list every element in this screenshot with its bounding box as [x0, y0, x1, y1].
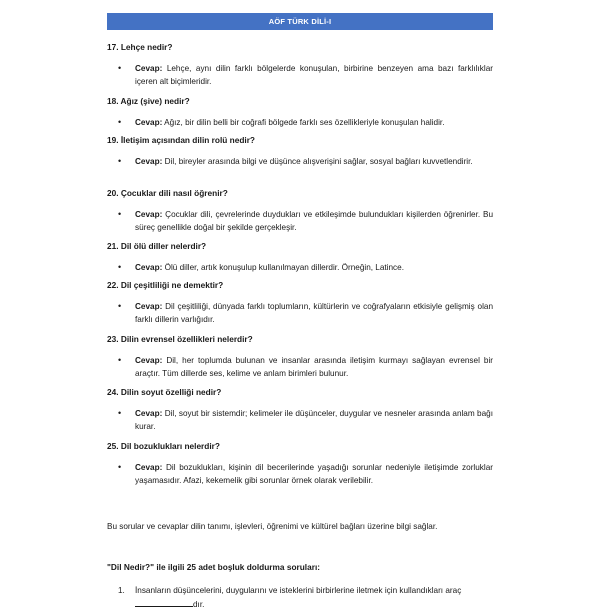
answer-item	[107, 62, 493, 88]
question-heading: 19. İletişim açısından dilin rolü nedir?	[107, 135, 255, 145]
answer-label: Cevap:	[135, 64, 163, 73]
qa-block	[107, 441, 493, 487]
bullet-icon: •	[118, 408, 122, 418]
answer-label: Cevap:	[135, 409, 163, 418]
summary-text: Bu sorular ve cevaplar dilin tanımı, işlevleri, öğrenimi ve kültürel bağları üzerine bilgi sağlar.	[107, 522, 438, 531]
answer-label: Cevap:	[135, 118, 163, 127]
qa-block	[107, 387, 493, 433]
question-heading: 22. Dil çeşitliliği ne demektir?	[107, 280, 224, 290]
question-heading: 23. Dilin evrensel özellikleri nelerdir?	[107, 334, 253, 344]
bullet-icon: •	[118, 63, 122, 73]
answer-label: Cevap:	[135, 356, 163, 365]
answer-item	[107, 261, 493, 274]
answer-label: Cevap:	[135, 210, 163, 219]
answer-item	[107, 354, 493, 380]
answer-label: Cevap:	[135, 463, 163, 472]
answer-text: Dil çeşitliliği, dünyada farklı toplumların, kültürlerin ve coğrafyaların etkisiyle gelişmiş olan farklı dillerin varlığıdır.	[135, 302, 493, 324]
answer-item	[107, 461, 493, 487]
question-heading: 21. Dil ölü diller nelerdir?	[107, 241, 207, 251]
item-text-before: İnsanların düşüncelerini, duygularını ve isteklerini birbirlerine iletmek için kullandıkları araç	[135, 586, 462, 595]
item-text-after: dır.	[193, 600, 205, 609]
qa-block	[107, 96, 493, 129]
answer-item	[107, 300, 493, 326]
qa-block	[107, 135, 493, 168]
answer-label: Cevap:	[135, 263, 163, 272]
answer-label: Cevap:	[135, 302, 163, 311]
bullet-icon: •	[118, 156, 122, 166]
answer-item	[107, 208, 493, 234]
bullet-icon: •	[118, 462, 122, 472]
answer-text: Dil, her toplumda bulunan ve insanlar arasında iletişim kurmayı sağlayan evrensel bir araçtır. Tüm dillerde ses, kelime ve anlam birimleri bulunur.	[135, 356, 494, 378]
answer-text: Dil, soyut bir sistemdir; kelimeler ile düşünceler, duygular ve nesneler arasında anlam bağı kurar.	[135, 409, 493, 431]
fill-blank-title: "Dil Nedir?" ile ilgili 25 adet boşluk doldurma soruları:	[107, 562, 321, 572]
bullet-icon: •	[118, 301, 122, 311]
question-heading: 25. Dil bozuklukları nelerdir?	[107, 441, 220, 451]
item-number: 1.	[118, 586, 125, 595]
fill-blank-item	[107, 584, 493, 611]
question-heading: 24. Dilin soyut özelliği nedir?	[107, 387, 222, 397]
answer-label: Cevap:	[135, 157, 163, 166]
document-header: AÖF TÜRK DİLİ-I	[107, 13, 493, 30]
answer-text: Lehçe, aynı dilin farklı bölgelerde konuşulan, birbirine benzeyen ama bazı farklılıklar içeren alt biçimleridir.	[135, 64, 493, 86]
bullet-icon: •	[118, 262, 122, 272]
answer-item	[107, 407, 493, 433]
question-heading: 18. Ağız (şive) nedir?	[107, 96, 190, 106]
question-heading: 17. Lehçe nedir?	[107, 42, 173, 52]
qa-block	[107, 241, 493, 274]
qa-block	[107, 280, 493, 326]
bullet-icon: •	[118, 355, 122, 365]
blank-line	[135, 597, 193, 607]
bullet-icon: •	[118, 209, 122, 219]
qa-block	[107, 42, 493, 88]
answer-text: Ağız, bir dilin belli bir coğrafi bölgede farklı ses özellikleriyle konuşulan halidir.	[164, 118, 445, 127]
answer-text: Dil bozuklukları, kişinin dil becerilerinde yaşadığı sorunlar nedeniyle iletişimde zorluklar yaşamasıdır. Afazi, kekemelik gibi sorunlar örnek olarak verilebilir.	[135, 463, 493, 485]
qa-block	[107, 188, 493, 234]
answer-item	[107, 155, 493, 168]
question-heading: 20. Çocuklar dili nasıl öğrenir?	[107, 188, 228, 198]
answer-text: Dil, bireyler arasında bilgi ve düşünce alışverişini sağlar, sosyal bağları kuvvetlendirir.	[164, 157, 473, 166]
answer-text: Ölü diller, artık konuşulup kullanılmayan dillerdir. Örneğin, Latince.	[164, 263, 404, 272]
bullet-icon: •	[118, 117, 122, 127]
answer-item	[107, 116, 493, 129]
qa-block	[107, 334, 493, 380]
answer-text: Çocuklar dili, çevrelerinde duydukları ve etkileşimde bulundukları kişilerden öğrenirler. Bu süreç genellikle doğal bir şekilde gerçekleşir.	[135, 210, 494, 232]
